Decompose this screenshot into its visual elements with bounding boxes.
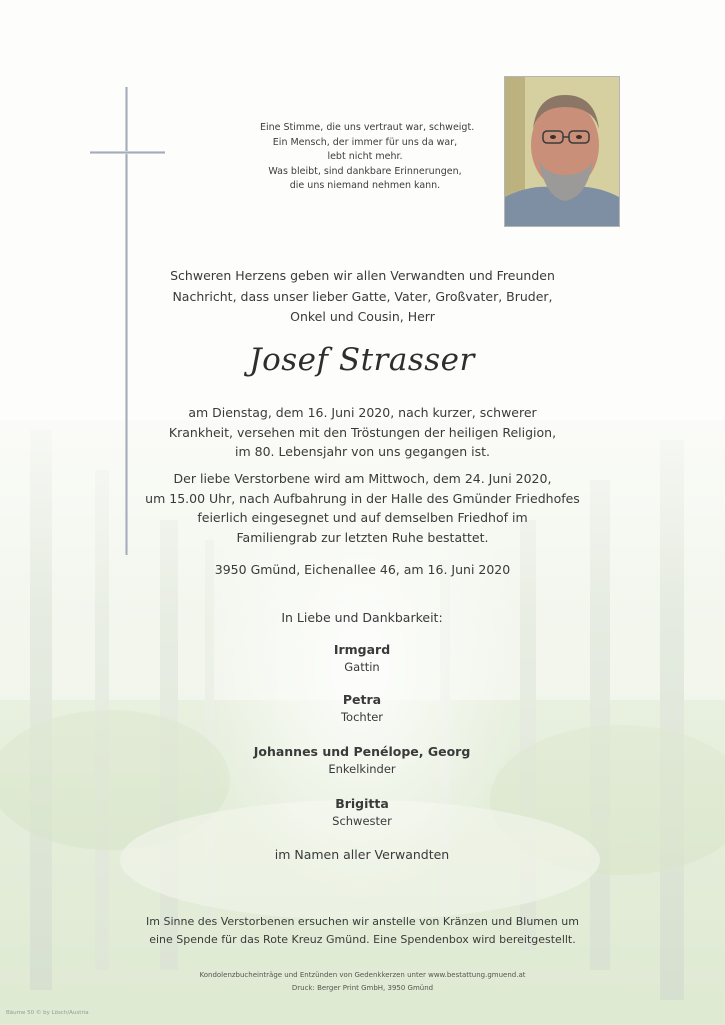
mourner-relation: Schwester: [332, 814, 392, 828]
mourner-name: Brigitta: [335, 796, 389, 811]
footer-print: Druck: Berger Print GmbH, 3950 Gmünd: [291, 984, 434, 992]
donation-request: [120, 913, 605, 948]
mourner-name: Irmgard: [333, 642, 391, 657]
poem-line: Was bleibt, sind dankbare Erinnerungen,: [268, 165, 462, 177]
funeral-paragraph-line: Familiengrab zur letzten Ruhe bestattet.: [236, 529, 489, 545]
announcement-line: Onkel und Cousin, Herr: [290, 309, 435, 324]
motif-credit: Bäume 50 © by Lösch/Austria: [6, 1010, 89, 1016]
portrait-image: [505, 77, 619, 226]
donation-request-line: Im Sinne des Verstorbenen ersuchen wir anstelle von Kränzen und Blumen um: [146, 915, 579, 928]
portrait-photo: [504, 76, 620, 227]
death-paragraph: [120, 403, 605, 462]
death-paragraph-line: im 80. Lebensjahr von uns gegangen ist.: [235, 444, 490, 459]
funeral-paragraph-line: Der liebe Verstorbene wird am Mittwoch, dem 24. Juni 2020,: [173, 471, 552, 486]
cross-horizontal-bar: [90, 151, 165, 154]
funeral-paragraph-line: feierlich eingesegnet und auf demselben Friedhof im: [197, 510, 528, 525]
poem-line: lebt nicht mehr.: [327, 151, 403, 162]
footer-condolence: Kondolenzbucheinträge und Entzünden von Gedenkkerzen unter www.bestattung.gmuend.at: [199, 971, 526, 979]
death-paragraph-line: Krankheit, versehen mit den Tröstungen der heiligen Religion,: [168, 424, 557, 440]
mourner-relation: Enkelkinder: [328, 762, 396, 776]
mourner: [162, 641, 562, 676]
mourner: [162, 691, 562, 726]
place-date: [120, 560, 605, 580]
mourner-name: Petra: [342, 692, 382, 707]
poem: [260, 121, 475, 194]
mourner-relation: Tochter: [340, 710, 384, 724]
deceased-name: Josef Strasser: [249, 342, 475, 378]
announcement-line: Schweren Herzens geben wir allen Verwandten und Freunden: [170, 268, 555, 283]
poem-line: die uns niemand nehmen kann.: [289, 180, 441, 191]
closing-line: im Namen aller Verwandten: [274, 847, 450, 862]
funeral-paragraph-line: um 15.00 Uhr, nach Aufbahrung in der Halle des Gmünder Friedhofes: [145, 490, 580, 506]
mourner-relation: Gattin: [344, 660, 380, 674]
death-paragraph-line: am Dienstag, dem 16. Juni 2020, nach kurzer, schwerer: [188, 405, 537, 420]
mourner: [162, 743, 562, 778]
announcement-line: Nachricht, dass unser lieber Gatte, Vater, Großvater, Bruder,: [172, 288, 553, 304]
poem-line: Ein Mensch, der immer für uns da war,: [272, 136, 458, 148]
announcement: [120, 266, 605, 328]
place-date-line: 3950 Gmünd, Eichenallee 46, am 16. Juni 2020: [214, 562, 511, 577]
funeral-paragraph: [120, 469, 605, 547]
mourner-name: Johannes und Penélope, Georg: [253, 744, 471, 759]
thanks-line: In Liebe und Dankbarkeit:: [281, 610, 443, 625]
mourner: [162, 795, 562, 830]
donation-request-line: eine Spende für das Rote Kreuz Gmünd. Eine Spendenbox wird bereitgestellt.: [149, 932, 576, 946]
poem-line: Eine Stimme, die uns vertraut war, schweigt.: [260, 122, 475, 133]
